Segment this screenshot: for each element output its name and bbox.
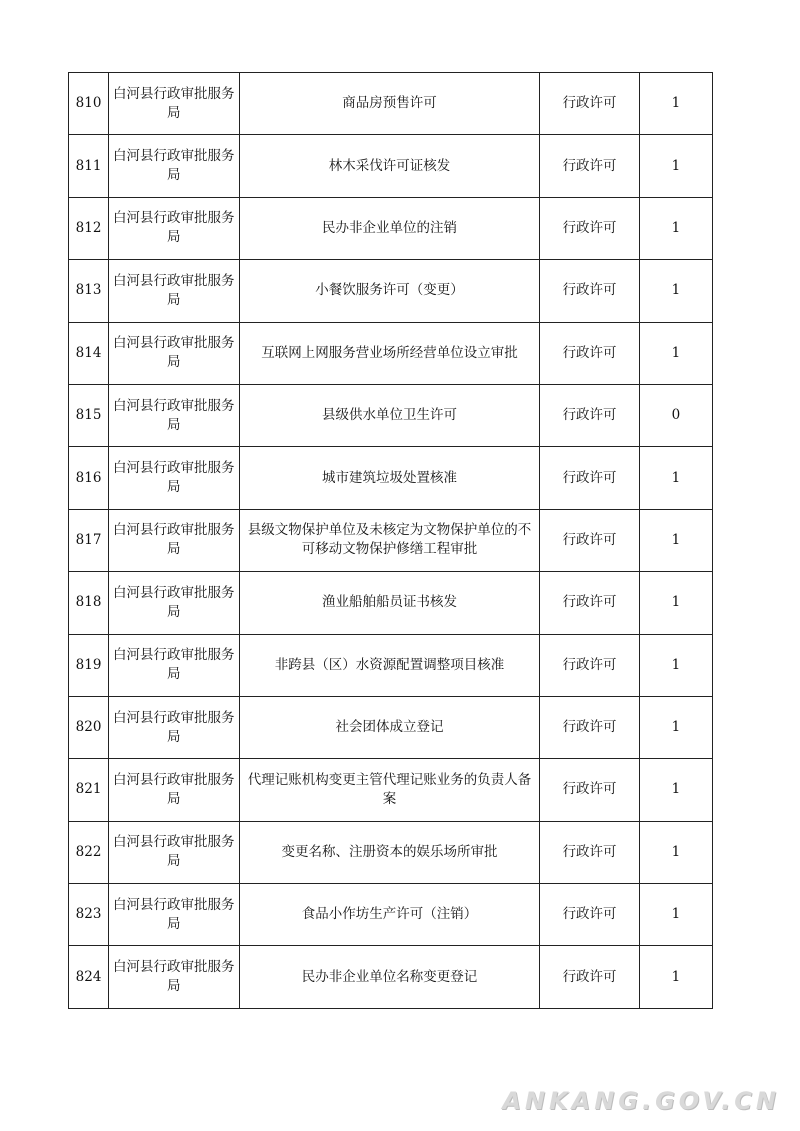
- row-number: 821: [69, 759, 109, 821]
- item-type: 行政许可: [540, 197, 639, 259]
- table-row: [69, 509, 713, 571]
- approval-items-table: [68, 72, 713, 1009]
- table-row: [69, 696, 713, 758]
- row-number: 812: [69, 197, 109, 259]
- department-name: 白河县行政审批服务局: [109, 634, 239, 696]
- row-number: 815: [69, 384, 109, 446]
- item-type: 行政许可: [540, 384, 639, 446]
- table-row: [69, 197, 713, 259]
- department-name: 白河县行政审批服务局: [109, 759, 239, 821]
- item-type: 行政许可: [540, 884, 639, 946]
- item-name: 林木采伐许可证核发: [239, 135, 540, 197]
- item-value: 1: [639, 884, 712, 946]
- item-type: 行政许可: [540, 322, 639, 384]
- item-name: 代理记账机构变更主管代理记账业务的负责人备案: [239, 759, 540, 821]
- item-type: 行政许可: [540, 696, 639, 758]
- item-name: 渔业船舶船员证书核发: [239, 572, 540, 634]
- row-number: 822: [69, 821, 109, 883]
- item-name: 民办非企业单位名称变更登记: [239, 946, 540, 1008]
- item-name: 县级供水单位卫生许可: [239, 384, 540, 446]
- table-row: [69, 572, 713, 634]
- table-row: [69, 884, 713, 946]
- department-name: 白河县行政审批服务局: [109, 884, 239, 946]
- item-name: 互联网上网服务营业场所经营单位设立审批: [239, 322, 540, 384]
- row-number: 810: [69, 73, 109, 135]
- item-type: 行政许可: [540, 509, 639, 571]
- item-type: 行政许可: [540, 759, 639, 821]
- item-name: 非跨县（区）水资源配置调整项目核准: [239, 634, 540, 696]
- item-value: 1: [639, 509, 712, 571]
- row-number: 816: [69, 447, 109, 509]
- item-value: 1: [639, 759, 712, 821]
- item-name: 食品小作坊生产许可（注销）: [239, 884, 540, 946]
- row-number: 823: [69, 884, 109, 946]
- department-name: 白河县行政审批服务局: [109, 946, 239, 1008]
- item-name: 城市建筑垃圾处置核准: [239, 447, 540, 509]
- item-name: 县级文物保护单位及未核定为文物保护单位的不可移动文物保护修缮工程审批: [239, 509, 540, 571]
- table-row: [69, 260, 713, 322]
- table-body: [69, 73, 713, 1009]
- item-value: 0: [639, 384, 712, 446]
- department-name: 白河县行政审批服务局: [109, 73, 239, 135]
- table-row: [69, 634, 713, 696]
- row-number: 820: [69, 696, 109, 758]
- table-row: [69, 821, 713, 883]
- table-row: [69, 135, 713, 197]
- table-row: [69, 946, 713, 1008]
- document-page: [68, 72, 713, 1009]
- item-type: 行政许可: [540, 135, 639, 197]
- item-type: 行政许可: [540, 946, 639, 1008]
- item-value: 1: [639, 322, 712, 384]
- item-value: 1: [639, 73, 712, 135]
- table-row: [69, 73, 713, 135]
- table-row: [69, 384, 713, 446]
- item-type: 行政许可: [540, 572, 639, 634]
- item-value: 1: [639, 260, 712, 322]
- department-name: 白河县行政审批服务局: [109, 135, 239, 197]
- row-number: 813: [69, 260, 109, 322]
- item-type: 行政许可: [540, 73, 639, 135]
- item-name: 社会团体成立登记: [239, 696, 540, 758]
- row-number: 818: [69, 572, 109, 634]
- item-value: 1: [639, 572, 712, 634]
- row-number: 814: [69, 322, 109, 384]
- item-name: 民办非企业单位的注销: [239, 197, 540, 259]
- department-name: 白河县行政审批服务局: [109, 821, 239, 883]
- item-value: 1: [639, 946, 712, 1008]
- item-type: 行政许可: [540, 821, 639, 883]
- item-value: 1: [639, 135, 712, 197]
- item-type: 行政许可: [540, 447, 639, 509]
- department-name: 白河县行政审批服务局: [109, 572, 239, 634]
- row-number: 811: [69, 135, 109, 197]
- department-name: 白河县行政审批服务局: [109, 197, 239, 259]
- site-watermark: ANKANG.GOV.CN: [502, 1087, 780, 1115]
- department-name: 白河县行政审批服务局: [109, 260, 239, 322]
- table-row: [69, 447, 713, 509]
- department-name: 白河县行政审批服务局: [109, 696, 239, 758]
- item-value: 1: [639, 447, 712, 509]
- item-name: 商品房预售许可: [239, 73, 540, 135]
- row-number: 819: [69, 634, 109, 696]
- item-type: 行政许可: [540, 260, 639, 322]
- table-row: [69, 759, 713, 821]
- item-name: 变更名称、注册资本的娱乐场所审批: [239, 821, 540, 883]
- item-value: 1: [639, 634, 712, 696]
- department-name: 白河县行政审批服务局: [109, 447, 239, 509]
- item-value: 1: [639, 696, 712, 758]
- department-name: 白河县行政审批服务局: [109, 384, 239, 446]
- item-value: 1: [639, 197, 712, 259]
- row-number: 817: [69, 509, 109, 571]
- department-name: 白河县行政审批服务局: [109, 509, 239, 571]
- table-row: [69, 322, 713, 384]
- item-type: 行政许可: [540, 634, 639, 696]
- department-name: 白河县行政审批服务局: [109, 322, 239, 384]
- item-name: 小餐饮服务许可（变更）: [239, 260, 540, 322]
- item-value: 1: [639, 821, 712, 883]
- row-number: 824: [69, 946, 109, 1008]
